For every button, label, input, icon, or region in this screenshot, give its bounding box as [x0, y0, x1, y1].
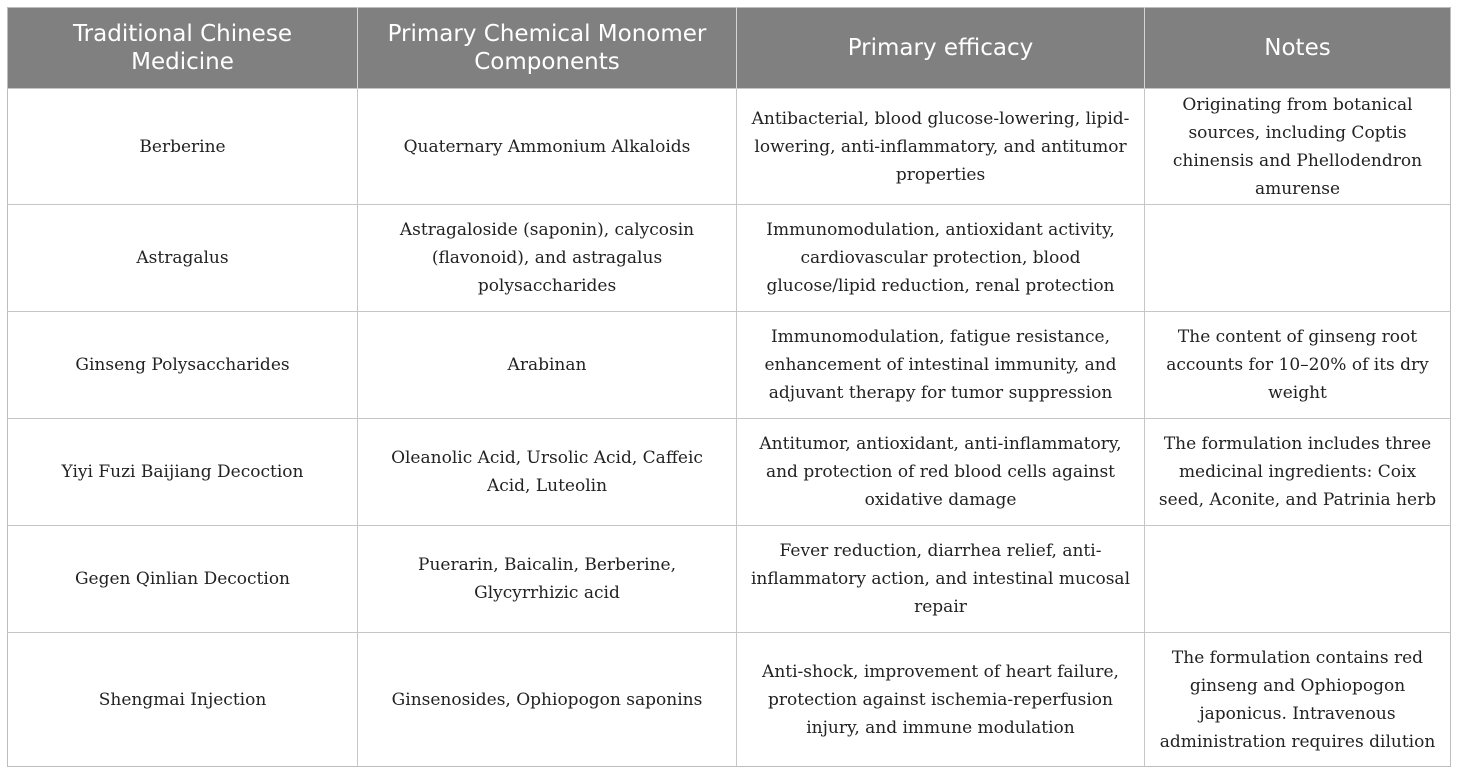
cell-components: Oleanolic Acid, Ursolic Acid, Caffeic Acid, Luteolin [358, 419, 737, 526]
cell-notes [1145, 205, 1451, 312]
header-medicine: Traditional Chinese Medicine [8, 8, 358, 89]
cell-notes: The content of ginseng root accounts for 10–20% of its dry weight [1145, 312, 1451, 419]
tcm-table [7, 7, 1451, 767]
cell-medicine: Ginseng Polysaccharides [8, 312, 358, 419]
cell-notes [1145, 526, 1451, 633]
table-row [8, 633, 1451, 767]
cell-notes: Originating from botanical sources, including Coptis chinensis and Phellodendron amurense [1145, 89, 1451, 205]
table-header [8, 8, 1451, 89]
cell-components: Quaternary Ammonium Alkaloids [358, 89, 737, 205]
table-row [8, 89, 1451, 205]
table-body [8, 89, 1451, 767]
cell-efficacy: Antibacterial, blood glucose-lowering, lipid-lowering, anti-inflammatory, and antitumor properties [737, 89, 1145, 205]
cell-efficacy: Antitumor, antioxidant, anti-inflammatory, and protection of red blood cells against oxidative damage [737, 419, 1145, 526]
header-efficacy: Primary efficacy [737, 8, 1145, 89]
cell-components: Astragaloside (saponin), calycosin (flavonoid), and astragalus polysaccharides [358, 205, 737, 312]
header-components: Primary Chemical Monomer Components [358, 8, 737, 89]
cell-efficacy: Anti-shock, improvement of heart failure, protection against ischemia-reperfusion injury, and immune modulation [737, 633, 1145, 767]
table-row [8, 205, 1451, 312]
cell-components: Arabinan [358, 312, 737, 419]
cell-components: Ginsenosides, Ophiopogon saponins [358, 633, 737, 767]
cell-efficacy: Immunomodulation, fatigue resistance, enhancement of intestinal immunity, and adjuvant therapy for tumor suppression [737, 312, 1145, 419]
cell-medicine: Astragalus [8, 205, 358, 312]
header-row [8, 8, 1451, 89]
table-row [8, 312, 1451, 419]
cell-efficacy: Fever reduction, diarrhea relief, anti-inflammatory action, and intestinal mucosal repair [737, 526, 1145, 633]
cell-efficacy: Immunomodulation, antioxidant activity, cardiovascular protection, blood glucose/lipid reduction, renal protection [737, 205, 1145, 312]
cell-medicine: Yiyi Fuzi Baijiang Decoction [8, 419, 358, 526]
header-notes: Notes [1145, 8, 1451, 89]
table-row [8, 526, 1451, 633]
cell-medicine: Shengmai Injection [8, 633, 358, 767]
cell-notes: The formulation includes three medicinal ingredients: Coix seed, Aconite, and Patrinia herb [1145, 419, 1451, 526]
cell-notes: The formulation contains red ginseng and Ophiopogon japonicus. Intravenous administration requires dilution [1145, 633, 1451, 767]
cell-components: Puerarin, Baicalin, Berberine, Glycyrrhizic acid [358, 526, 737, 633]
cell-medicine: Berberine [8, 89, 358, 205]
cell-medicine: Gegen Qinlian Decoction [8, 526, 358, 633]
table-row [8, 419, 1451, 526]
